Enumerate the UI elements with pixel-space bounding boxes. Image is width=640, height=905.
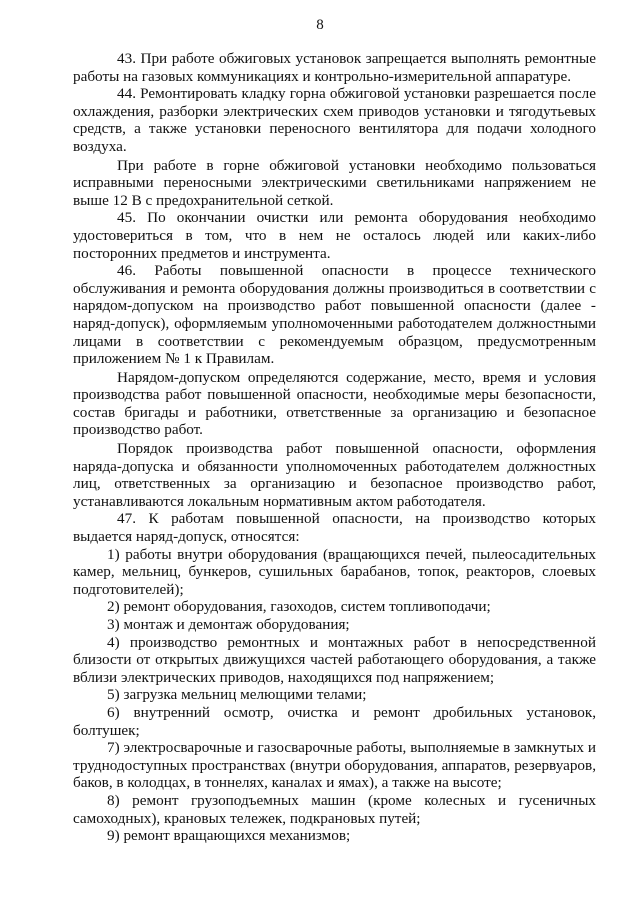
paragraph-44: 44. Ремонтировать кладку горна обжиговой установки разрешается после охлаждения, разборки электрических схем приводов установки и тягодутьевых средств, а также установки переносного вентилятора для подачи холодного воздуха. xyxy=(73,85,596,155)
list-item: 4) производство ремонтных и монтажных работ в непосредственной близости от открытых движущихся частей работающего оборудования, а также вблизи электрических приводов, находящихся под напряжением; xyxy=(73,633,596,686)
list-item: 1) работы внутри оборудования (вращающихся печей, пылеосадительных камер, мельниц, бункеров, сушильных барабанов, топок, реакторов, слоевых подготовителей); xyxy=(73,545,596,598)
list-item: 2) ремонт оборудования, газоходов, систем топливоподачи; xyxy=(107,598,491,616)
paragraph-46-work-permit-content: Нарядом-допуском определяются содержание, место, время и условия производства работ повышенной опасности, необходимые меры безопасности, состав бригады и работники, ответственные за организацию и безопасное производство работ. xyxy=(73,368,596,439)
list-item: 3) монтаж и демонтаж оборудования; xyxy=(107,616,350,633)
list-item: 8) ремонт грузоподъемных машин (кроме колесных и гусеничных самоходных), крановых тележек, подкрановых путей; xyxy=(73,791,596,827)
list-item: 7) электросварочные и газосварочные работы, выполняемые в замкнутых и труднодоступных пространствах (внутри оборудования, аппаратов, резервуаров, баков, в колодцах, в тоннелях, каналах и ямах), а также на высоте; xyxy=(73,739,596,792)
page-number: 8 xyxy=(316,17,324,33)
paragraph-44-lighting: При работе в горне обжиговой установки необходимо пользоваться исправными переносными электрическими светильниками напряжением не выше 12 В с предохранительной сеткой. xyxy=(73,156,596,209)
list-item: 9) ремонт вращающихся механизмов; xyxy=(107,827,351,845)
paragraph-46-procedure: Порядок производства работ повышенной опасности, оформления наряда-допуска и обязанности уполномоченных работодателем должностных лиц, ответственных за организацию и безопасное производство работ, устанавливаются локальным нормативным актом работодателя. xyxy=(73,440,596,510)
paragraph-47: 47. К работам повышенной опасности, на производство которых выдается наряд-допуск, относятся: xyxy=(73,510,596,546)
paragraph-45: 45. По окончании очистки или ремонта оборудования необходимо удостовериться в том, что в нем не осталось людей или каких-либо посторонних предметов и инструмента. xyxy=(73,209,596,262)
paragraph-46: 46. Работы повышенной опасности в процессе технического обслуживания и ремонта оборудования должны производиться в соответствии с нарядом-допуском на производство работ повышенной опасности (далее - наряд-допуск), оформляемым уполномоченными работодателем должностными лицами в соответствии с рекомендуемым образцом, предусмотренным приложением № 1 к Правилам. xyxy=(73,262,596,368)
paragraph-43: 43. При работе обжиговых установок запрещается выполнять ремонтные работы на газовых коммуникациях и контрольно-измерительной аппаратуре. xyxy=(73,50,596,85)
list-item: 6) внутренний осмотр, очистка и ремонт дробильных установок, болтушек; xyxy=(73,703,596,739)
list-item: 5) загрузка мельниц мелющими телами; xyxy=(107,686,367,704)
document-body xyxy=(73,50,596,845)
